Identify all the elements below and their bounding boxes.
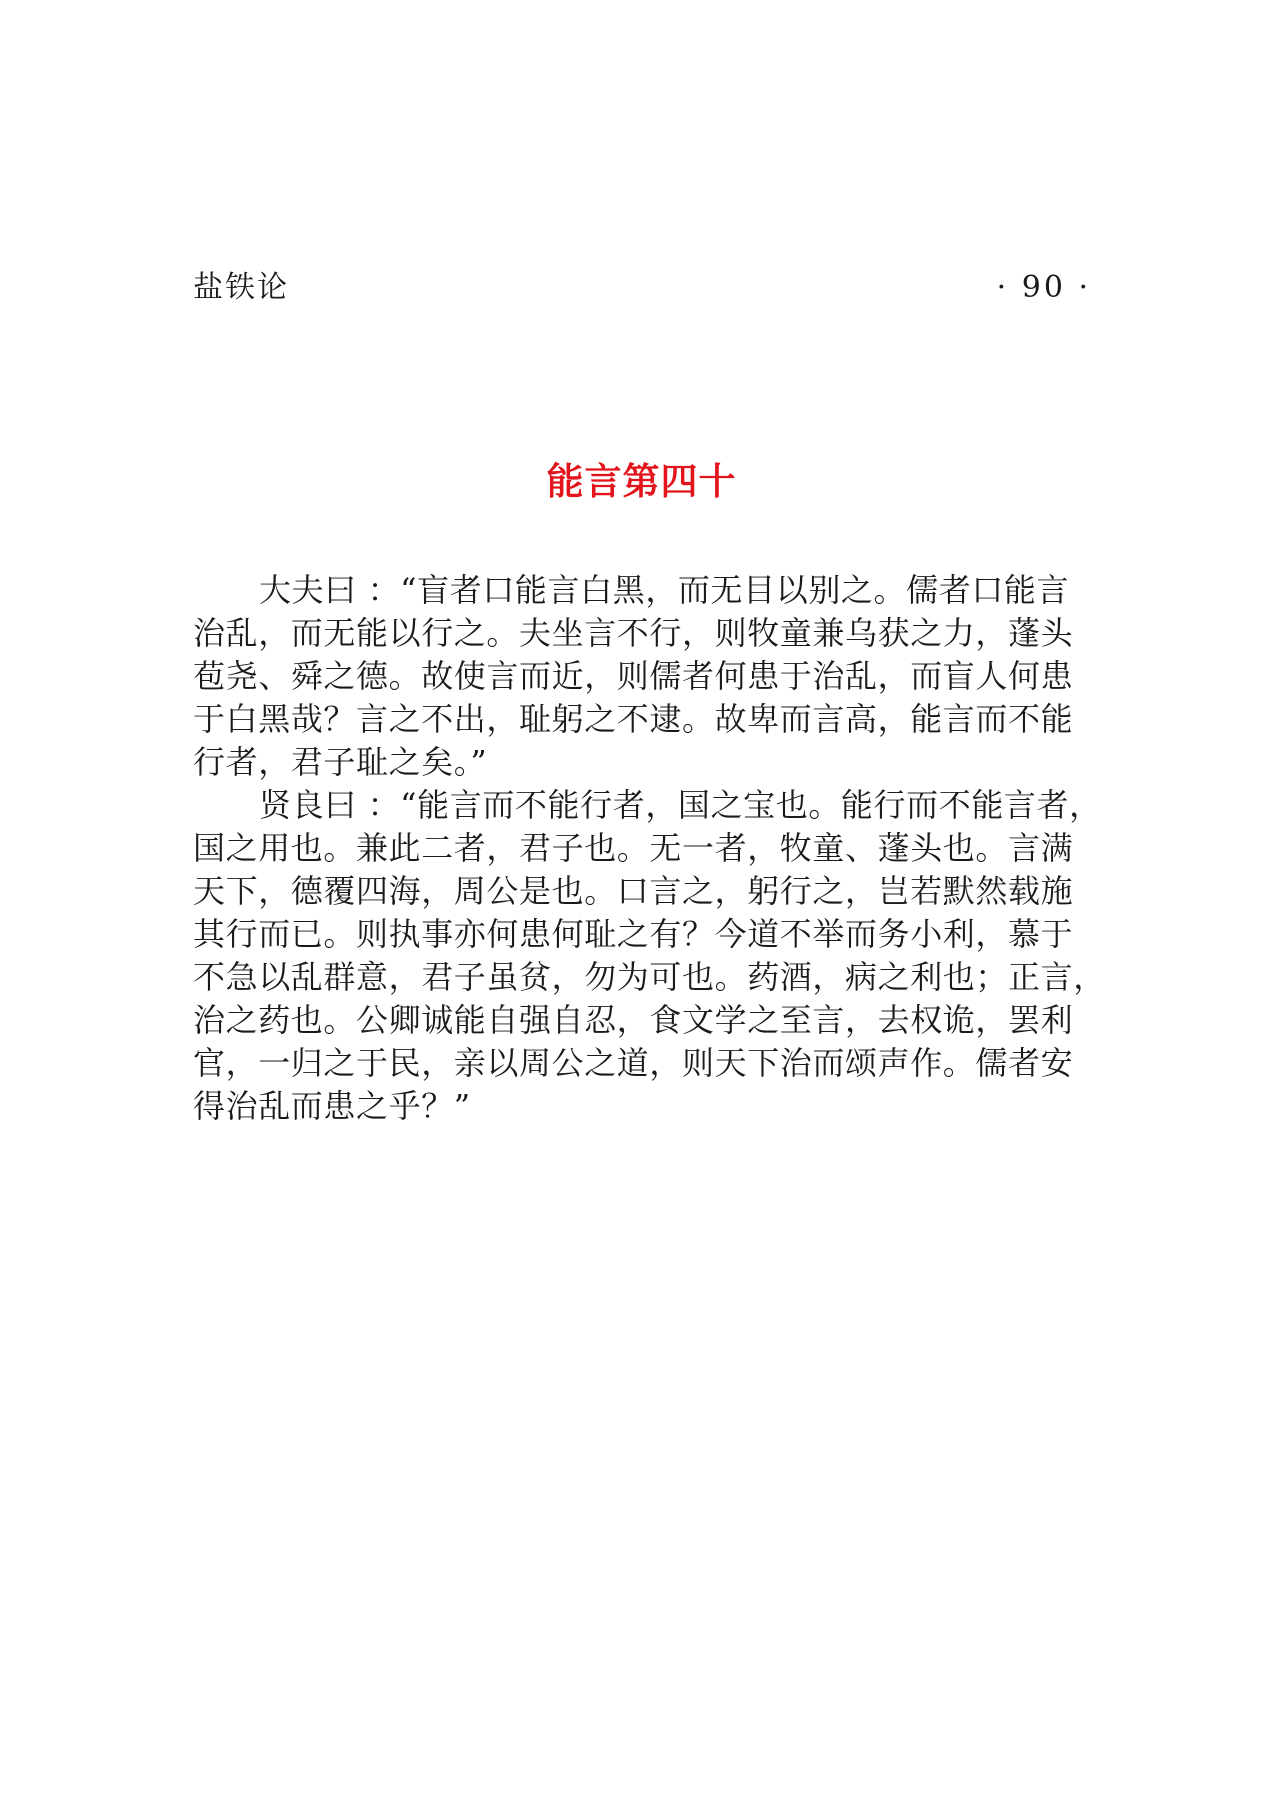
text-line: 其行而已。则执事亦何患何耻之有？今道不举而务小利，慕于 [193,915,1074,953]
text-line: 天下，德覆四海，周公是也。口言之，躬行之，岂若默然载施 [193,872,1074,910]
text-line: 贤良曰 ：“能言而不能行者，国之宝也。能行而不能言者， [259,786,1102,824]
paragraph-1 [193,569,1113,784]
paragraph-2 [193,784,1113,1128]
text-line: 官，一归之于民，亲以周公之道，则天下治而颂声作。儒者安 [193,1044,1074,1082]
text-line: 得治乱而患之乎？” [193,1087,471,1125]
text-line: 不急以乱群意，君子虽贫，勿为可也。药酒，病之利也；正言， [193,958,1106,996]
text-line: 治之药也。公卿诚能自强自忍，食文学之至言，去权诡，罢利 [193,1001,1074,1039]
running-head-book-title: 盐铁论 [193,270,289,305]
text-line: 于白黑哉？言之不出，耻躬之不逮。故卑而言高，能言而不能 [193,700,1074,738]
chapter-title: 能言第四十 [546,460,737,503]
page-number: · 90 · [996,270,1091,305]
text-line: 大夫曰 ：“盲者口能言白黑，而无目以别之。儒者口能言 [259,571,1070,609]
text-line: 苞尧、舜之德。故使言而近，则儒者何患于治乱，而盲人何患 [193,657,1074,695]
text-line: 治乱，而无能以行之。夫坐言不行，则牧童兼乌获之力，蓬头 [193,614,1074,652]
body-text [193,569,1113,1128]
text-line: 行者，君子耻之矣。” [193,743,488,781]
text-line: 国之用也。兼此二者，君子也。无一者，牧童、蓬头也。言满 [193,829,1074,867]
